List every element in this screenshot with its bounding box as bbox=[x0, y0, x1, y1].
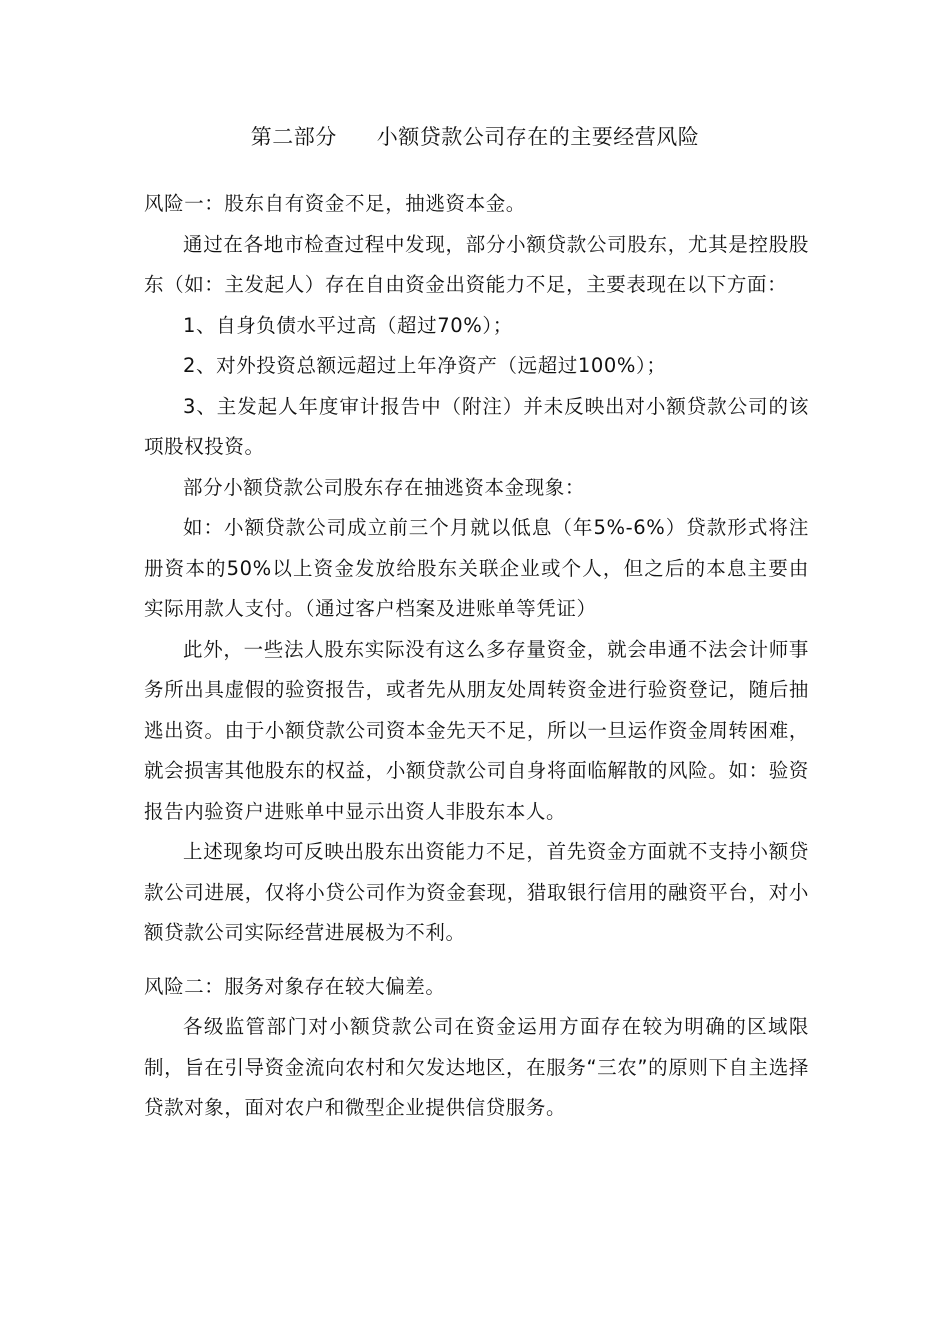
risk1-heading: 风险一：股东自有资金不足，抽逃资本金。 bbox=[144, 192, 526, 215]
risk2-heading: 风险二：服务对象存在较大偏差。 bbox=[144, 974, 446, 998]
paragraph: 上述现象均可反映出股东出资能力不足，首先资金方面就不支持小额贷款公司进展，仅将小贷公司作为资金套现，猎取银行信用的融资平台，对小额贷款公司实际经营进展极为不利。 bbox=[144, 840, 809, 944]
paragraph: 各级监管部门对小额贷款公司在资金运用方面存在较为明确的区域限制，旨在引导资金流向农村和欠发达地区，在服务“三农”的原则下自主选择贷款对象，面对农户和微型企业提供信贷服务。 bbox=[144, 1015, 809, 1119]
list-item: 1、自身负债水平过高（超过70%）； bbox=[183, 313, 513, 337]
document-body bbox=[144, 184, 809, 1129]
section-spacer bbox=[144, 954, 809, 967]
list-item: 3、主发起人年度审计报告中（附注）并未反映出对小额贷款公司的该项股权投资。 bbox=[144, 394, 809, 458]
paragraph: 如：小额贷款公司成立前三个月就以低息（年5%-6%）贷款形式将注册资本的50%以上资金发放给股东关联企业或个人，但之后的本息主要由实际用款人支付。（通过客户档案及进账单等凭证） bbox=[144, 516, 809, 620]
paragraph: 通过在各地市检查过程中发现，部分小额贷款公司股东，尤其是控股股东（如：主发起人）存在自由资金出资能力不足，主要表现在以下方面： bbox=[144, 232, 809, 296]
page-title bbox=[0, 120, 950, 154]
list-item: 2、对外投资总额远超过上年净资产（远超过100%）； bbox=[183, 354, 667, 377]
paragraph: 部分小额贷款公司股东存在抽逃资本金现象： bbox=[183, 475, 586, 499]
paragraph: 此外，一些法人股东实际没有这么多存量资金，就会串通不法会计师事务所出具虚假的验资报告，或者先从朋友处周转资金进行验资登记，随后抽逃出资。由于小额贷款公司资本金先天不足，所以一旦运作资金周转困难，就会损害其他股东的权益，小额贷款公司自身将面临解散的风险。如：验资报告内验资户进账单中显示出资人非股东本人。 bbox=[144, 637, 809, 823]
title-text: 小额贷款公司存在的主要经营风险 bbox=[376, 125, 700, 149]
title-part: 第二部分 bbox=[250, 125, 337, 149]
